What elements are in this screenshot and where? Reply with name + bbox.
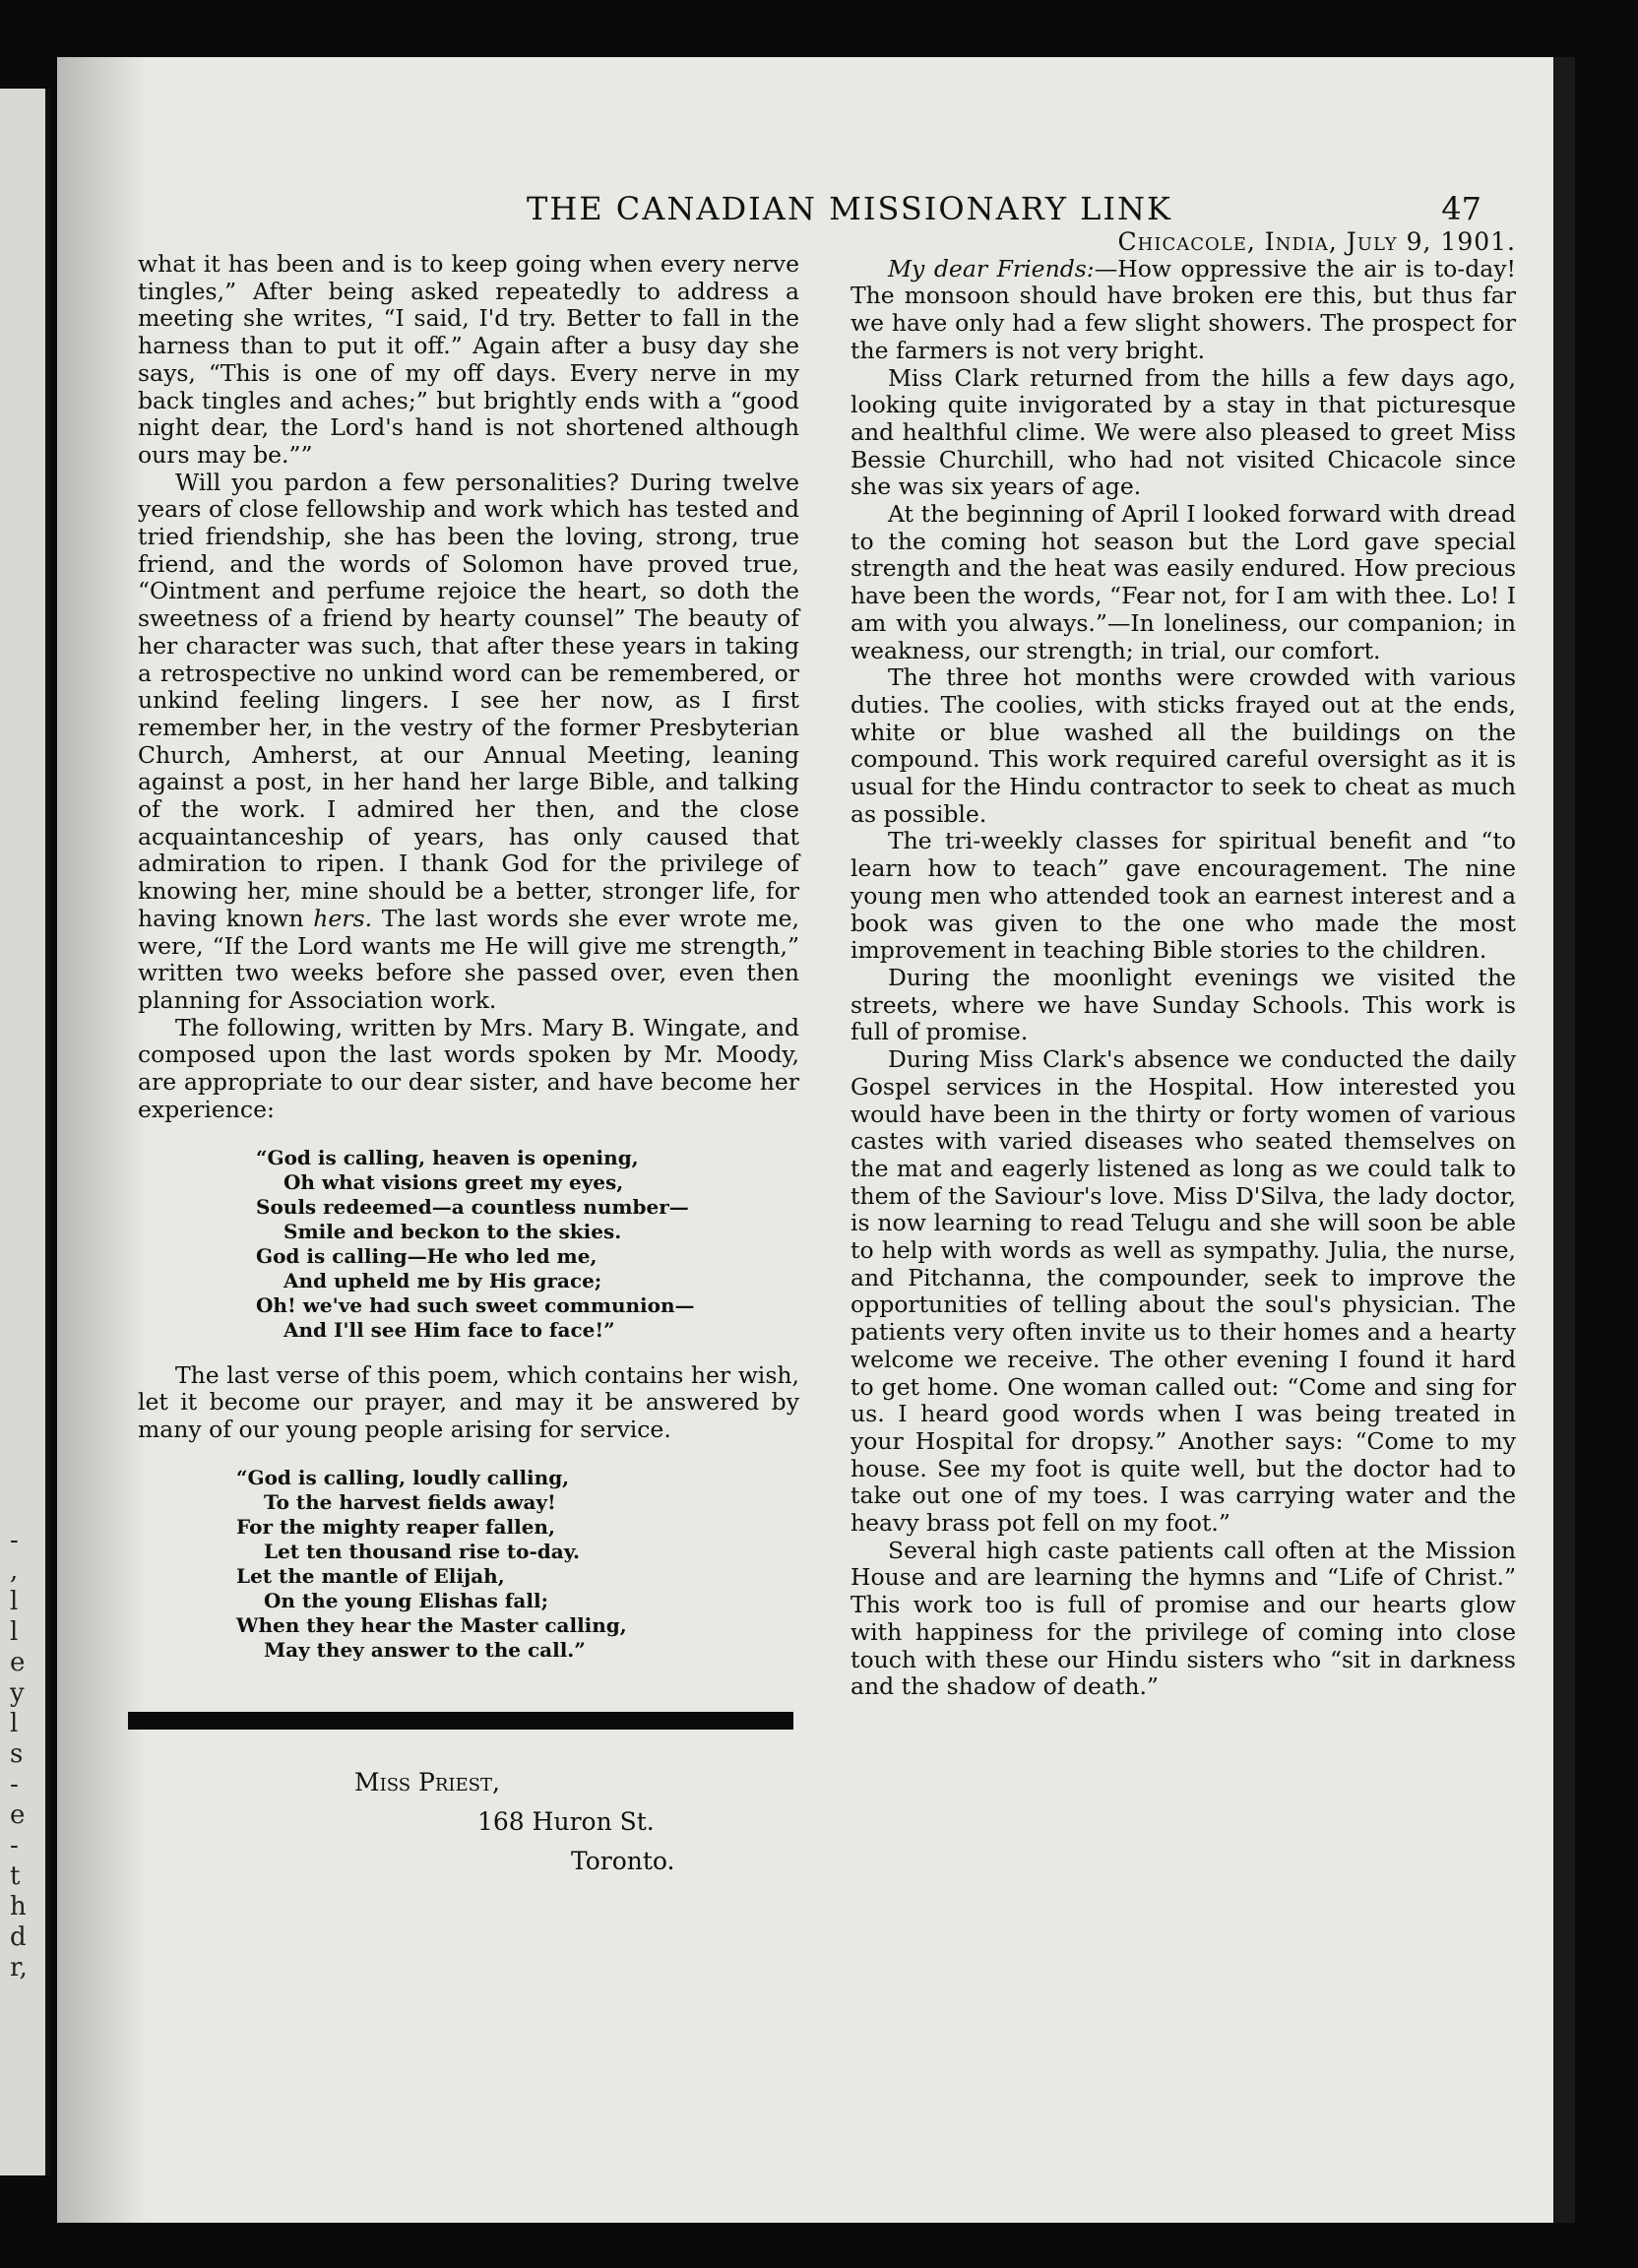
poem-line: Souls redeemed—a countless number— <box>256 1194 689 1219</box>
left-paragraph-2-text: Will you pardon a few personalities? During twelve years of close fellowship and work which has tested and tried friendship, she has been the loving, strong, true friend, and the words of Solomon have proved true, “Ointment and perfume rejoice the heart, so doth the sweetness of a friend by hearty counsel” The beauty of her character was such, that after these years in taking a retrospective no unkind word can be remembered, or unkind feeling lingers. I see her now, as I first remember her, in the vestry of the former Presbyterian Church, Amherst, at our Annual Meeting, leaning against a post, in her hand her large Bible, and talking of the work. I admired her then, and the close acquaintanceship of years, has only caused that admiration to ripen. I thank God for the privilege of knowing her, mine should be a better, stronger life, for having known <box>138 468 799 932</box>
adjacent-page-letter: y <box>10 1678 25 1708</box>
right-paragraph-6: During the moonlight evenings we visited the streets, where we have Sunday Schools. This work is full of promise. <box>850 963 1516 1046</box>
adjacent-page-letter: l <box>10 1709 19 1738</box>
adjacent-page-letter: , <box>10 1556 19 1586</box>
page-gutter-shadow <box>57 57 146 2223</box>
poem-stanza-2 <box>236 1466 799 1663</box>
page-number: 47 <box>1441 190 1481 227</box>
adjacent-page-letter: - <box>10 1770 19 1799</box>
author-city: Toronto. <box>571 1846 675 1875</box>
author-signature <box>138 1763 799 1881</box>
left-paragraph-2 <box>138 470 799 1015</box>
adjacent-page-letter: h <box>10 1892 27 1922</box>
journal-title: THE CANADIAN MISSIONARY LINK <box>527 190 1172 227</box>
author-name: Miss Priest, <box>354 1767 500 1796</box>
right-paragraph-1-text: —How oppressive the air is to-day! The monsoon should have broken ere this, but thus far we have only had a few slight showers. The prospect for the farmers is not very bright. <box>850 254 1516 364</box>
right-paragraph-7: During Miss Clark's absence we conducted the daily Gospel services in the Hospital. How interested you would have been in the thirty or forty women of various castes with varied diseases who seated themselves on the mat and eagerly listened as long as we could talk to them of the Saviour's love. Miss D'Silva, the lady doctor, is now learning to read Telugu and she will soon be able to help with words as well as sympathy. Julia, the nurse, and Pitchanna, the compounder, seek to improve the opportunities of telling about the soul's physician. The patients very often invite us to their homes and a hearty welcome we receive. The other evening I found it hard to get home. One woman called out: “Come and sing for us. I heard good words when I was being treated in your Hospital for dropsy.” Another says: “Come to my house. See my foot is quite well, but the doctor had to take out one of my toes. I was carrying water and the heavy brass pot fell on my foot.” <box>850 1045 1516 1538</box>
letter-greeting: My dear Friends: <box>888 254 1095 283</box>
adjacent-page-letter: s <box>10 1739 24 1769</box>
poem-line: Smile and beckon to the skies. <box>284 1219 622 1243</box>
left-column <box>138 251 799 1881</box>
left-paragraph-4: The last verse of this poem, which contains her wish, let it become our prayer, and may it be answered by many of our young people arising for service. <box>138 1360 799 1443</box>
poem-line: Oh what visions greet my eyes, <box>284 1169 624 1194</box>
adjacent-page-letter: l <box>10 1587 19 1616</box>
adjacent-page-letter: - <box>10 1526 19 1555</box>
emphasis-hers: hers. <box>313 904 373 932</box>
poem-line: God is calling—He who led me, <box>256 1243 598 1268</box>
poem-line: Oh! we've had such sweet communion— <box>256 1292 695 1317</box>
adjacent-page-letter: t <box>10 1861 21 1891</box>
adjacent-page-letters <box>10 1526 37 1984</box>
right-paragraph-4: The three hot months were crowded with various duties. The coolies, with sticks frayed out at the ends, white or blue washed all the buildings on the compound. This work required careful oversight as it is usual for the Hindu contractor to seek to cheat as much as possible. <box>850 663 1516 828</box>
left-paragraph-3: The following, written by Mrs. Mary B. Wingate, and composed upon the last words spoken by Mr. Moody, are appropriate to our dear sister, and have become her experience: <box>138 1013 799 1123</box>
adjacent-page-letter: - <box>10 1831 19 1860</box>
adjacent-page-edge <box>0 89 50 2175</box>
poem-line: “God is calling, heaven is opening, <box>256 1145 639 1169</box>
left-paragraph-2-text-end: The last words she ever wrote me, were, “If the Lord wants me He will give me strength,” written two weeks before she passed over, even then planning for Association work. <box>138 904 799 1014</box>
section-divider-rule <box>128 1712 793 1730</box>
poem-line: To the harvest fields away! <box>264 1489 556 1514</box>
author-street: 168 Huron St. <box>477 1806 655 1836</box>
poem-stanza-1 <box>256 1146 799 1343</box>
right-paragraph-2: Miss Clark returned from the hills a few days ago, looking quite invigorated by a stay in that picturesque and healthful clime. We were also pleased to greet Miss Bessie Churchill, who had not visited Chicacole since she was six years of age. <box>850 363 1516 501</box>
right-column <box>850 228 1516 1701</box>
right-paragraph-8: Several high caste patients call often at the Mission House and are learning the hymns and “Life of Christ.” This work too is full of promise and our hearts glow with happiness for the privilege of coming into close touch with these our Hindu sisters who “sit in darkness and the shadow of death.” <box>850 1536 1516 1701</box>
right-paragraph-3: At the beginning of April I looked forward with dread to the coming hot season but the Lord gave special strength and the heat was easily endured. How precious have been the words, “Fear not, for I am with thee. Lo! I am with you always.”—In loneliness, our companion; in weakness, our strength; in trial, our comfort. <box>850 500 1516 664</box>
right-paragraph-1 <box>850 256 1516 365</box>
adjacent-page-letter: d <box>10 1922 27 1952</box>
poem-line: “God is calling, loudly calling, <box>236 1465 570 1489</box>
poem-line: On the young Elishas fall; <box>264 1588 548 1612</box>
poem-line: And upheld me by His grace; <box>284 1268 602 1292</box>
right-paragraph-5: The tri-weekly classes for spiritual benefit and “to learn how to teach” gave encouragement. The nine young men who attended took an earnest interest and a book was given to the one who made the most improvement in teaching Bible stories to the children. <box>850 827 1516 965</box>
adjacent-page-letter: l <box>10 1617 19 1647</box>
left-paragraph-1: what it has been and is to keep going when every nerve tingles,” After being asked repeatedly to address a meeting she writes, “I said, I'd try. Better to fall in the harness than to put it off.” Again after a busy day she says, “This is one of my off days. Every nerve in my back tingles and aches;” but brightly ends with a “good night dear, the Lord's hand is not shortened although ours may be.”” <box>138 250 799 469</box>
poem-line: For the mighty reaper fallen, <box>236 1514 555 1539</box>
poem-line: And I'll see Him face to face!” <box>284 1317 615 1342</box>
letter-dateline: Chicacole, India, July 9, 1901. <box>1117 227 1516 256</box>
poem-line: May they answer to the call.” <box>264 1637 586 1662</box>
poem-line: When they hear the Master calling, <box>236 1612 627 1637</box>
adjacent-page-letter: e <box>10 1800 26 1830</box>
poem-line: Let the mantle of Elijah, <box>236 1563 505 1588</box>
adjacent-page-letter: e <box>10 1648 26 1677</box>
adjacent-page-letter: r, <box>10 1953 28 1983</box>
poem-line: Let ten thousand rise to-day. <box>264 1539 581 1563</box>
